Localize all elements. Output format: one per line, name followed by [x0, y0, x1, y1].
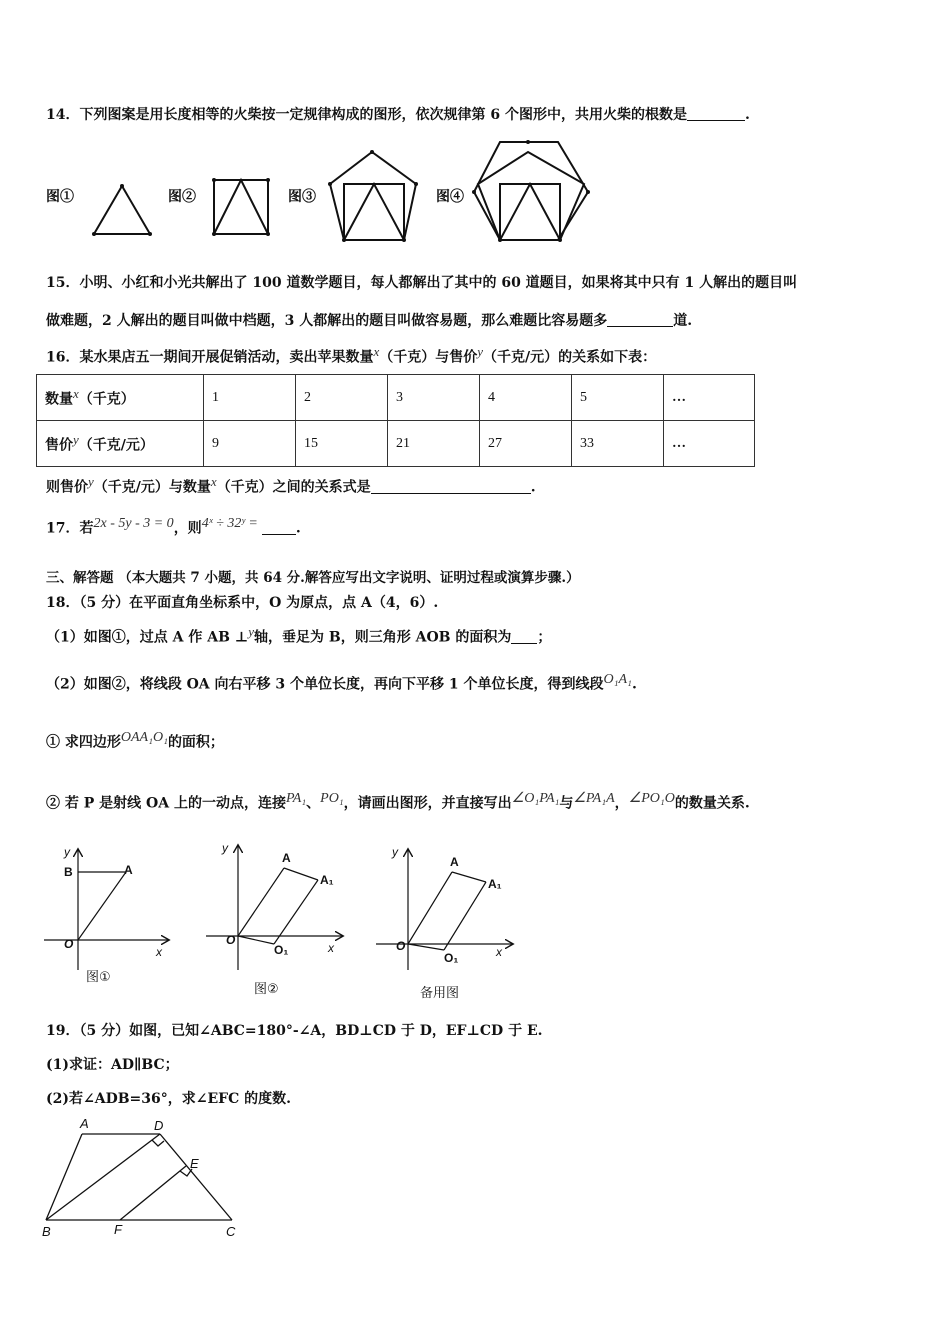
svg-text:B: B	[64, 865, 73, 879]
q14-fig4-label: 图④	[436, 189, 464, 205]
q19-figure	[0, 1110, 300, 1250]
svg-text:x: x	[496, 945, 502, 959]
svg-text:O₁: O₁	[444, 951, 459, 965]
fig1-caption: 图①	[86, 970, 111, 985]
q18-part1: （1）如图①，过点 A 作 AB ⊥$^y$轴，垂足为 B，则三角形 AOB 的面积为 ；	[46, 624, 552, 646]
svg-text:E: E	[190, 1156, 199, 1171]
svg-text:A: A	[80, 1116, 89, 1131]
backup-fig-caption: 备用图	[420, 986, 460, 1001]
q15-blank	[607, 314, 673, 327]
q14-text: 14．下列图案是用长度相等的火柴按一定规律构成的图形，依次规律第 6 个图形中，共用火柴的根数是 .	[46, 107, 750, 123]
fig2-square	[214, 180, 268, 234]
q18-blank	[511, 631, 537, 644]
svg-text:x: x	[156, 945, 162, 959]
q18-sub1: ① 求四边形$^{OAA_1O_1}$的面积；	[46, 730, 224, 751]
svg-text:y: y	[222, 841, 228, 855]
q18-sub2: ② 若 P 是射线 OA 上的一动点，连接$^{PA_1}$、$^{PO_1}$，请画出图形，并直接写出$^{\angle O_1PA_1}$与$^{\angle PA_1A}$，$^{\angle PO_1O}$的数量关系.	[46, 791, 750, 812]
fig3-square	[344, 184, 404, 240]
fig4-hexagon	[474, 142, 588, 240]
q16-text: 16．某水果店五一期间开展促销活动，卖出苹果数量$^x$（千克）与售价$^y$（千克/元）的关系如下表：	[46, 344, 657, 366]
svg-text:O: O	[396, 939, 406, 953]
svg-text:O: O	[226, 933, 236, 947]
q18-part2: （2）如图②，将线段 OA 向右平移 3 个单位长度，再向下平移 1 个单位长度，得到线段$^{O_1A_1}$.	[46, 672, 637, 693]
q19-part2: (2)若∠ADB=36°，求∠EFC 的度数.	[46, 1091, 291, 1107]
svg-text:A₁: A₁	[320, 873, 334, 887]
q14-fig2-label: 图②	[168, 189, 196, 205]
fig4-square	[500, 184, 560, 240]
svg-text:y: y	[392, 845, 398, 859]
svg-text:O₁: O₁	[274, 943, 289, 957]
q19-head: 19．（5 分）如图，已知∠ABC=180°-∠A，BD⊥CD 于 D，EF⊥CD 于 E.	[46, 1023, 543, 1039]
table-row: 数量$^x$（千克） 1 2 3 4 5 …	[37, 375, 755, 421]
fig2-caption: 图②	[254, 982, 279, 997]
section-3-heading: 三、解答题 （本大题共 7 小题，共 64 分.解答应写出文字说明、证明过程或演算步骤.）	[46, 570, 580, 586]
svg-text:O: O	[64, 937, 74, 951]
q18-figures	[0, 840, 950, 1010]
svg-text:D: D	[154, 1118, 164, 1133]
svg-text:A₁: A₁	[488, 877, 502, 891]
q14-fig3-label: 图③	[288, 189, 316, 205]
q17-blank	[262, 522, 296, 535]
q17-text: 17．若$^{2x - 5y - 3 = 0}$，则$^{4ˣ \div 32ʸ =}$ .	[46, 516, 301, 537]
q19-part1: (1)求证：AD∥BC；	[46, 1057, 179, 1073]
fig2-triangle	[214, 180, 268, 234]
q15-line2: 做难题，2 人解出的题目叫做中档题，3 人都解出的题目叫做容易题，那么难题比容易题多 道.	[46, 313, 693, 329]
svg-text:x: x	[328, 941, 334, 955]
fig4-triangle	[500, 184, 560, 240]
q14-matchstick-figures	[0, 0, 950, 260]
svg-text:B: B	[42, 1224, 51, 1239]
svg-text:A: A	[450, 855, 459, 869]
svg-text:C: C	[226, 1224, 236, 1239]
fig4-pentagon	[478, 152, 584, 240]
svg-text:y: y	[64, 845, 70, 859]
fig1-triangle	[94, 186, 150, 234]
q14-fig1-label: 图①	[46, 189, 74, 205]
table-row: 售价$^y$（千克/元） 9 15 21 27 33 …	[37, 421, 755, 467]
q16-blank	[371, 481, 531, 494]
q16-table	[36, 374, 755, 467]
svg-text:A: A	[282, 851, 291, 865]
q18-head: 18．（5 分）在平面直角坐标系中，O 为原点，点 A（4，6）.	[46, 595, 439, 611]
svg-text:F: F	[114, 1222, 122, 1237]
q15-line1: 15．小明、小红和小光共解出了 100 道数学题目，每人都解出了其中的 60 道题目，如果将其中只有 1 人解出的题目叫	[46, 275, 798, 291]
q16-after: 则售价$^y$（千克/元）与数量$^x$（千克）之间的关系式是 .	[46, 474, 536, 496]
svg-text:A: A	[124, 863, 133, 877]
fig3-triangle	[344, 184, 404, 240]
